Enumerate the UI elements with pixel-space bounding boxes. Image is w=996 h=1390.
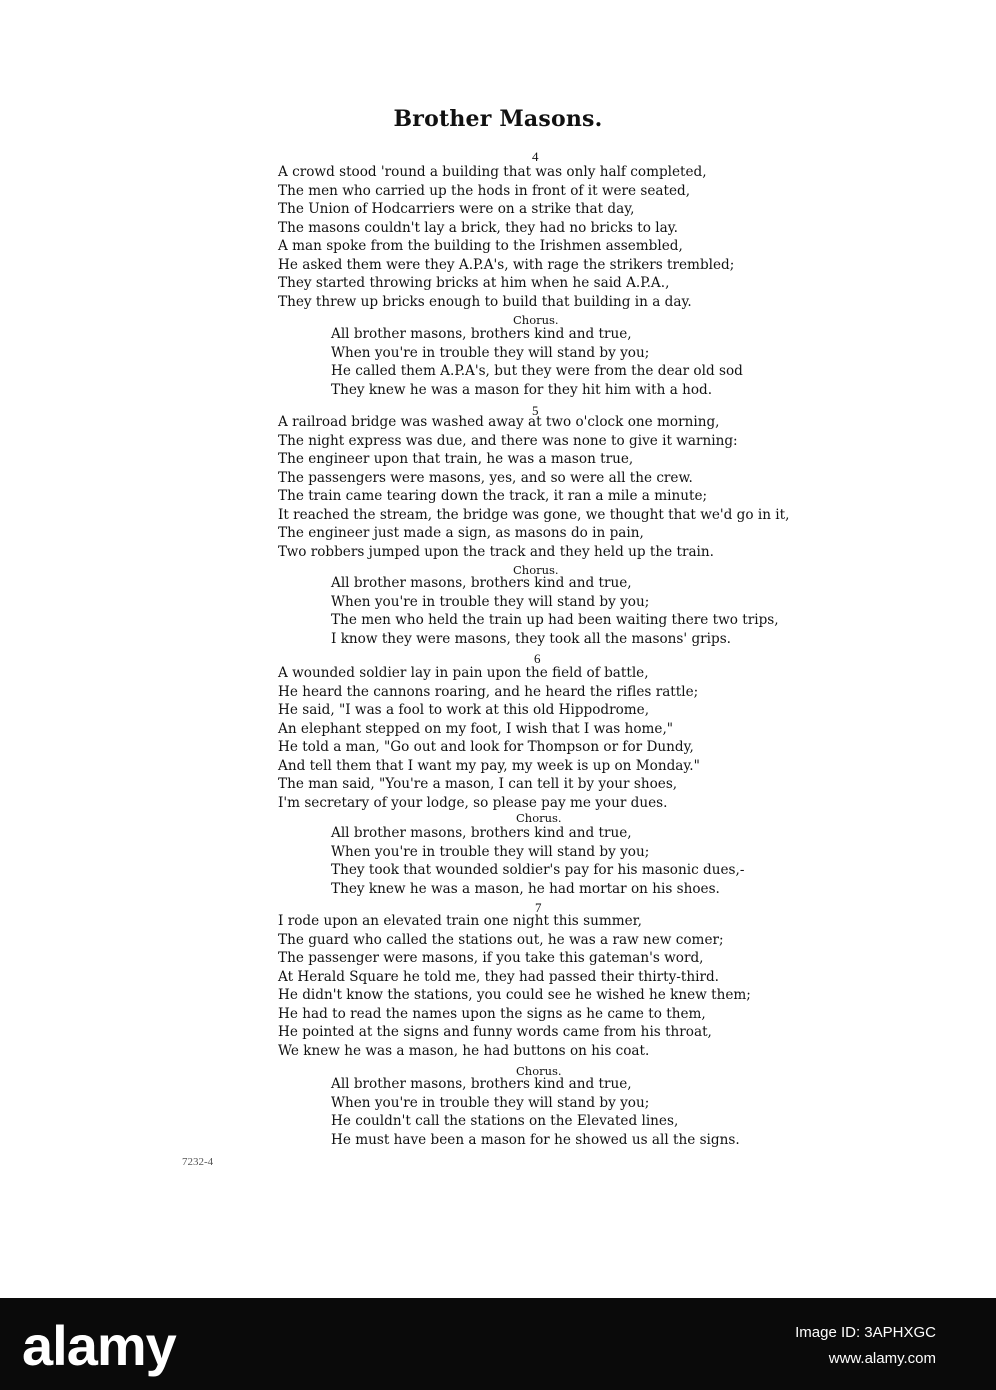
verse-line: I rode upon an elevated train one night this summer,: [278, 913, 642, 929]
chorus-line: When you're in trouble they will stand by you;: [331, 1094, 650, 1111]
stanza-verse: [278, 664, 700, 812]
chorus-line: He called them A.P.A's, but they were from the dear old sod: [331, 363, 743, 379]
verse-line: The night express was due, and there was none to give it warning:: [278, 432, 738, 449]
chorus-line: All brother masons, brothers kind and true,: [331, 326, 632, 342]
verse-line: He told a man, "Go out and look for Thompson or for Dundy,: [278, 739, 694, 755]
stanza-number: 7: [535, 900, 542, 915]
verse-line: We knew he was a mason, he had buttons on his coat.: [278, 1042, 650, 1059]
verse-line: A man spoke from the building to the Irishmen assembled,: [278, 238, 683, 254]
stanza-number: 6: [534, 651, 541, 666]
verse-line: And tell them that I want my pay, my week is up on Monday.": [278, 757, 700, 774]
chorus-line: I know they were masons, they took all the masons' grips.: [331, 630, 732, 647]
verse-line: The train came tearing down the track, it ran a mile a minute;: [278, 488, 708, 504]
verse-line: They started throwing bricks at him when he said A.P.A.,: [278, 275, 670, 291]
chorus-label: Chorus.: [516, 811, 562, 825]
site-url: www.alamy.com: [828, 1350, 936, 1367]
verse-line: A crowd stood 'round a building that was only half completed,: [278, 164, 707, 180]
verse-line: The Union of Hodcarriers were on a strike that day,: [278, 201, 635, 217]
verse-line: The passengers were masons, yes, and so were all the crew.: [278, 469, 693, 486]
chorus-line: They knew he was a mason for they hit him with a hod.: [331, 381, 713, 398]
stanza-number: 5: [532, 403, 539, 418]
verse-line: They threw up bricks enough to build that building in a day.: [278, 293, 692, 310]
chorus-label: Chorus.: [516, 1064, 562, 1078]
verse-line: The men who carried up the hods in front of it were seated,: [278, 182, 691, 199]
alamy-logo: alamy: [22, 1314, 176, 1377]
stanza-verse: [278, 912, 751, 1060]
verse-line: Two robbers jumped upon the track and they held up the train.: [278, 543, 714, 560]
verse-line: He said, "I was a fool to work at this old Hippodrome,: [278, 702, 650, 718]
verse-line: He had to read the names upon the signs as he came to them,: [278, 1005, 706, 1022]
chorus-line: He must have been a mason for he showed us all the signs.: [331, 1131, 740, 1148]
verse-line: At Herald Square he told me, they had passed their thirty-third.: [278, 968, 719, 985]
chorus-block: [331, 1075, 740, 1149]
verse-line: He pointed at the signs and funny words came from his throat,: [278, 1024, 712, 1040]
chorus-line: All brother masons, brothers kind and true,: [331, 575, 632, 591]
stanza-number: 4: [532, 149, 539, 164]
chorus-line: All brother masons, brothers kind and true,: [331, 825, 632, 841]
chorus-line: They knew he was a mason, he had mortar on his shoes.: [331, 880, 720, 897]
chorus-block: [331, 824, 744, 898]
song-title: Brother Masons.: [393, 106, 603, 132]
plate-number: 7232-4: [182, 1156, 214, 1168]
verse-line: I'm secretary of your lodge, so please pay me your dues.: [278, 794, 668, 811]
chorus-label: Chorus.: [513, 563, 559, 577]
verse-line: The passenger were masons, if you take this gateman's word,: [278, 950, 704, 966]
stanza-verse: [278, 413, 789, 561]
verse-line: The masons couldn't lay a brick, they had no bricks to lay.: [278, 219, 678, 236]
image-id-label: Image ID: 3APHXGC: [795, 1324, 936, 1341]
verse-line: A wounded soldier lay in pain upon the field of battle,: [278, 665, 649, 681]
verse-line: A railroad bridge was washed away at two o'clock one morning,: [278, 414, 720, 430]
verse-line: The engineer upon that train, he was a mason true,: [278, 451, 634, 467]
chorus-line: When you're in trouble they will stand by you;: [331, 593, 650, 610]
verse-line: He heard the cannons roaring, and he heard the rifles rattle;: [278, 683, 699, 700]
stanza-verse: [278, 163, 734, 311]
verse-line: The engineer just made a sign, as masons do in pain,: [278, 525, 644, 541]
chorus-line: All brother masons, brothers kind and true,: [331, 1076, 632, 1092]
verse-line: He asked them were they A.P.A's, with rage the strikers trembled;: [278, 256, 735, 273]
verse-line: The man said, "You're a mason, I can tell it by your shoes,: [278, 776, 678, 792]
verse-line: It reached the stream, the bridge was gone, we thought that we'd go in it,: [278, 506, 790, 523]
chorus-line: When you're in trouble they will stand by you;: [331, 843, 650, 860]
chorus-line: He couldn't call the stations on the Elevated lines,: [331, 1113, 679, 1129]
chorus-line: They took that wounded soldier's pay for his masonic dues,-: [331, 862, 745, 878]
chorus-block: [331, 325, 743, 399]
chorus-line: The men who held the train up had been waiting there two trips,: [331, 612, 779, 628]
verse-line: An elephant stepped on my foot, I wish that I was home,": [278, 720, 674, 737]
verse-line: He didn't know the stations, you could see he wished he knew them;: [278, 987, 751, 1003]
verse-line: The guard who called the stations out, he was a raw new comer;: [278, 931, 724, 948]
chorus-label: Chorus.: [513, 313, 559, 327]
chorus-block: [331, 574, 779, 648]
chorus-line: When you're in trouble they will stand by you;: [331, 344, 650, 361]
